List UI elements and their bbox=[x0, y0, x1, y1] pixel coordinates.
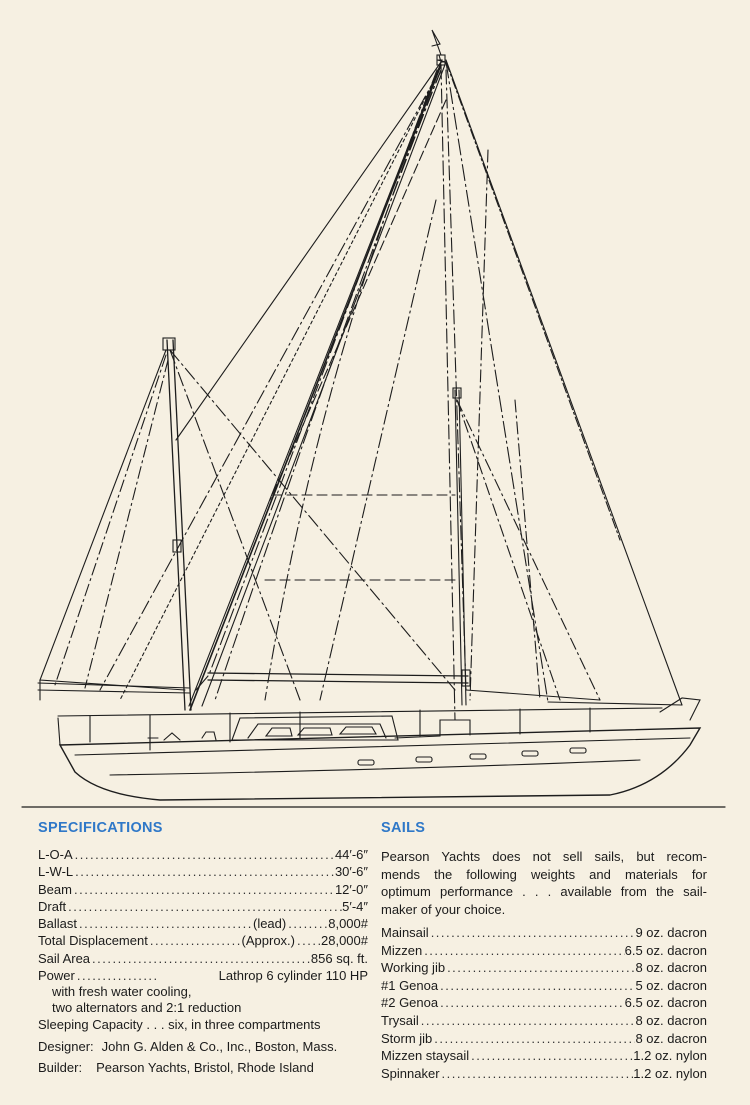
sails-intro: Pearson Yachts does not sell sails, but recom- mends the following weights and materials for optimum performance . . . available from the sail- maker of your choice. bbox=[381, 849, 707, 917]
masthead-pennant bbox=[432, 30, 441, 55]
power-detail-2: two alternators and 2:1 reduction bbox=[52, 1000, 242, 1016]
spec-row: L-W-L ..... 30′-6″ bbox=[38, 863, 368, 880]
power-row: Power ..... Lathrop 6 cylinder 110 HP bbox=[38, 967, 368, 984]
sail-row: Mizzen ..... 6.5 oz. dacron bbox=[381, 942, 707, 960]
sail-row: Spinnaker ..... 1.2 oz. nylon bbox=[381, 1065, 707, 1083]
sails-heading: SAILS bbox=[381, 820, 426, 836]
jib-leech bbox=[176, 62, 441, 440]
forestay bbox=[446, 60, 682, 705]
sails-section bbox=[381, 820, 707, 1082]
sail-row: Mizzen staysail ..... 1.2 oz. nylon bbox=[381, 1047, 707, 1065]
sail-row: #1 Genoa ..... 5 oz. dacron bbox=[381, 977, 707, 995]
sail-row: Storm jib ..... 8 oz. dacron bbox=[381, 1030, 707, 1048]
hull bbox=[60, 728, 700, 800]
sail-row: #2 Genoa ..... 6.5 oz. dacron bbox=[381, 994, 707, 1012]
sail-row: Working jib ..... 8 oz. dacron bbox=[381, 959, 707, 977]
sail-row: Mainsail ..... 9 oz. dacron bbox=[381, 924, 707, 942]
designer-row: Designer: John G. Alden & Co., Inc., Boston, Mass. bbox=[38, 1038, 338, 1054]
spec-row: Draft ..... 5′-4″ bbox=[38, 898, 368, 915]
power-detail-1: with fresh water cooling, bbox=[52, 984, 192, 1000]
spec-row: Total Displacement ..... (Approx.) ..... 28,000# bbox=[38, 932, 368, 949]
specifications-heading: SPECIFICATIONS bbox=[38, 820, 163, 836]
spec-row: Beam ..... 12′-0″ bbox=[38, 881, 368, 898]
spec-row: Ballast ..... (lead) ..... 8,000# bbox=[38, 915, 368, 932]
sleeping-capacity: Sleeping Capacity . . . six, in three compartments bbox=[38, 1017, 321, 1033]
main-boom bbox=[208, 673, 468, 683]
spec-row: L-O-A ..... 44′-6″ bbox=[38, 846, 368, 863]
specifications-section bbox=[38, 820, 368, 1076]
builder-row: Builder: Pearson Yachts, Bristol, Rhode Island bbox=[38, 1059, 314, 1075]
sail-row: Trysail ..... 8 oz. dacron bbox=[381, 1012, 707, 1030]
spec-row: Sail Area ..... 856 sq. ft. bbox=[38, 950, 368, 967]
